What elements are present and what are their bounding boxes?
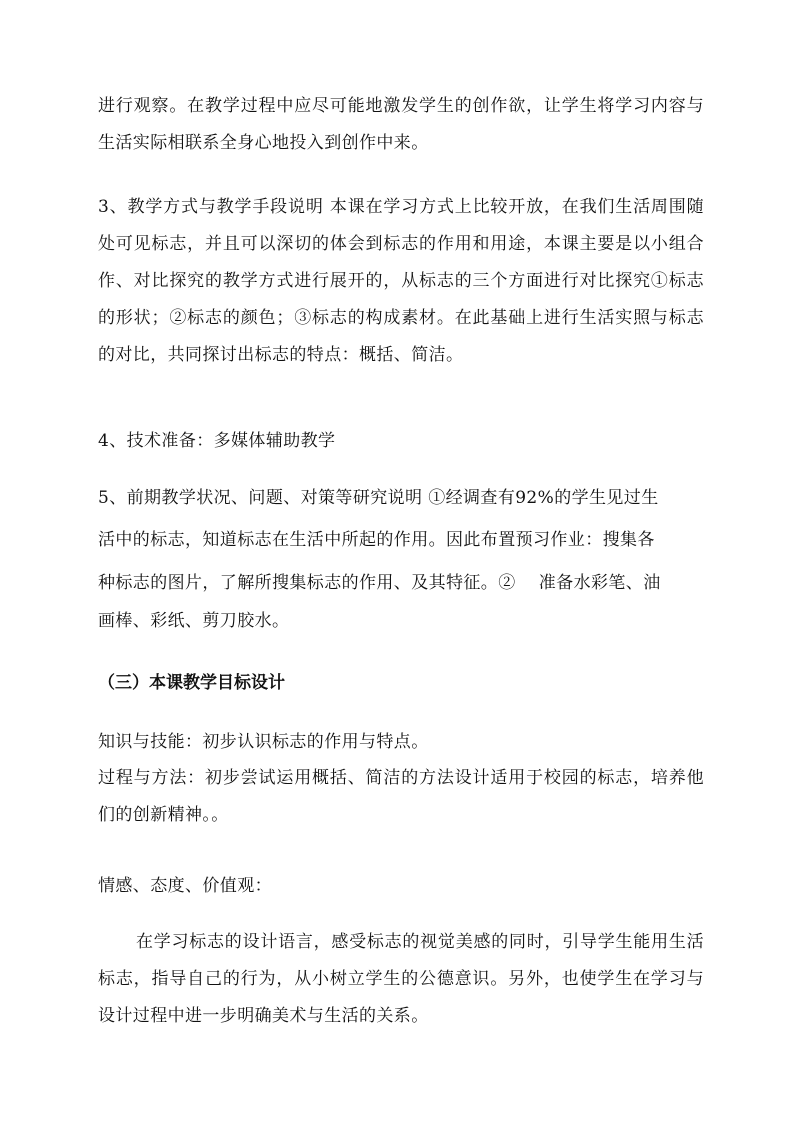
goal-emotion-label: 情感、态度、价值观： bbox=[98, 876, 272, 896]
paragraph-research-line-1: 5、前期教学状况、问题、对策等研究说明 ①经调查有92%的学生见过生 bbox=[98, 488, 659, 508]
paragraph-research-line-3: 种标志的图片，了解所搜集标志的作用、及其特征。② 准备水彩笔、油 bbox=[98, 573, 661, 593]
paragraph-teaching-methods: 3、教学方式与教学手段说明 本课在学习方式上比较开放，在我们生活周围随处可见标志，并且可以深切的体会到标志的作用和用途，本课主要是以小组合作、对比探究的教学方式进行展开的，从标志的三个方面进行对比探究①标志的形状；②标志的颜色；③标志的构成素材。在此基础上进行生活实照与标志的对比，共同探讨出标志的特点：概括、简洁。 bbox=[98, 197, 704, 365]
paragraph-research-line-4: 画棒、彩纸、剪刀胶水。 bbox=[98, 611, 290, 631]
goal-process: 过程与方法：初步尝试运用概括、简洁的方法设计适用于校园的标志，培养他们的创新精神。。 bbox=[98, 768, 704, 825]
section-heading: （三）本课教学目标设计 bbox=[98, 673, 285, 693]
paragraph-observation: 进行观察。在教学过程中应尽可能地激发学生的创作欲，让学生将学习内容与生活实际相联系全身心地投入到创作中来。 bbox=[98, 96, 704, 153]
goal-emotion-body: 在学习标志的设计语言，感受标志的视觉美感的同时，引导学生能用生活标志，指导自己的行为，从小树立学生的公德意识。另外，也使学生在学习与设计过程中进一步明确美术与生活的关系。 bbox=[98, 932, 704, 1026]
paragraph-tech-prep: 4、技术准备：多媒体辅助教学 bbox=[98, 431, 336, 451]
goal-knowledge: 知识与技能：初步认识标志的作用与特点。 bbox=[98, 732, 429, 752]
paragraph-research-line-2: 活中的标志，知道标志在生活中所起的作用。因此布置预习作业：搜集各 bbox=[98, 530, 655, 550]
